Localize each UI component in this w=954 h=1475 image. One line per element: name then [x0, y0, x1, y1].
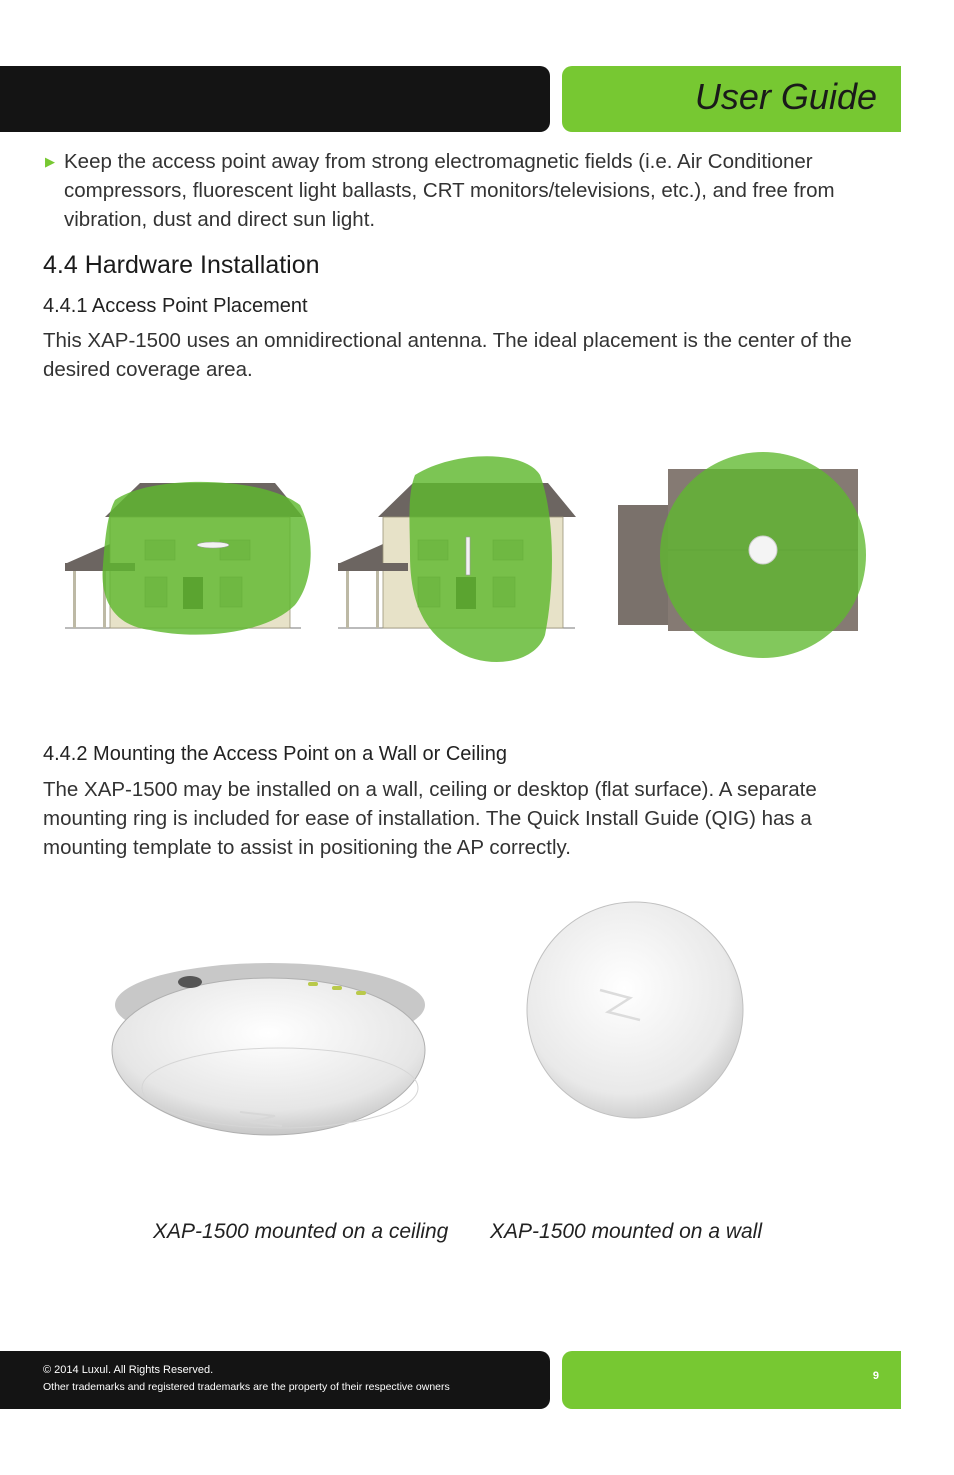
- device-photos: [100, 890, 760, 1150]
- bullet-text: Keep the access point away from strong electromagnetic fields (i.e. Air Conditioner compressors, fluorescent light ballasts, CRT monitors/televisions, etc.), and free from vibration, dust and direct sun light.: [64, 150, 835, 231]
- section-heading: 4.4 Hardware Installation: [43, 251, 320, 279]
- footer-green-bar: [562, 1351, 901, 1409]
- subsection-heading-placement: 4.4.1 Access Point Placement: [43, 295, 308, 317]
- top-view-illustration: [618, 452, 866, 658]
- footer-black-bar: [0, 1351, 550, 1409]
- header-black-bar: [0, 66, 550, 132]
- caption-ceiling: XAP-1500 mounted on a ceiling: [153, 1220, 449, 1243]
- house-ceiling-illustration: [65, 482, 311, 635]
- ceiling-mounted-photo: [112, 963, 425, 1135]
- subsection-heading-mounting: 4.4.2 Mounting the Access Point on a Wall or Ceiling: [43, 743, 507, 765]
- page-number: 9: [872, 1370, 879, 1382]
- footer-trademarks: Other trademarks and registered trademarks are the property of their respective owners: [43, 1381, 450, 1393]
- header-green-bar: [562, 66, 901, 132]
- placement-paragraph: This XAP-1500 uses an omnidirectional antenna. The ideal placement is the center of the desired coverage area.: [43, 329, 852, 381]
- house-wall-illustration: [338, 456, 576, 662]
- caption-wall: XAP-1500 mounted on a wall: [490, 1220, 763, 1243]
- footer-copyright: © 2014 Luxul. All Rights Reserved.: [43, 1364, 214, 1376]
- document-title: User Guide: [694, 76, 877, 117]
- placement-illustrations: [55, 445, 875, 670]
- bullet-triangle-icon: ▶: [45, 154, 55, 169]
- mounting-paragraph: The XAP-1500 may be installed on a wall, ceiling or desktop (flat surface). A separate mounting ring is included for ease of installation. The Quick Install Guide (QIG) has a mounting template to assist in positioning the AP correctly.: [43, 778, 817, 859]
- wall-mounted-photo: [527, 902, 743, 1118]
